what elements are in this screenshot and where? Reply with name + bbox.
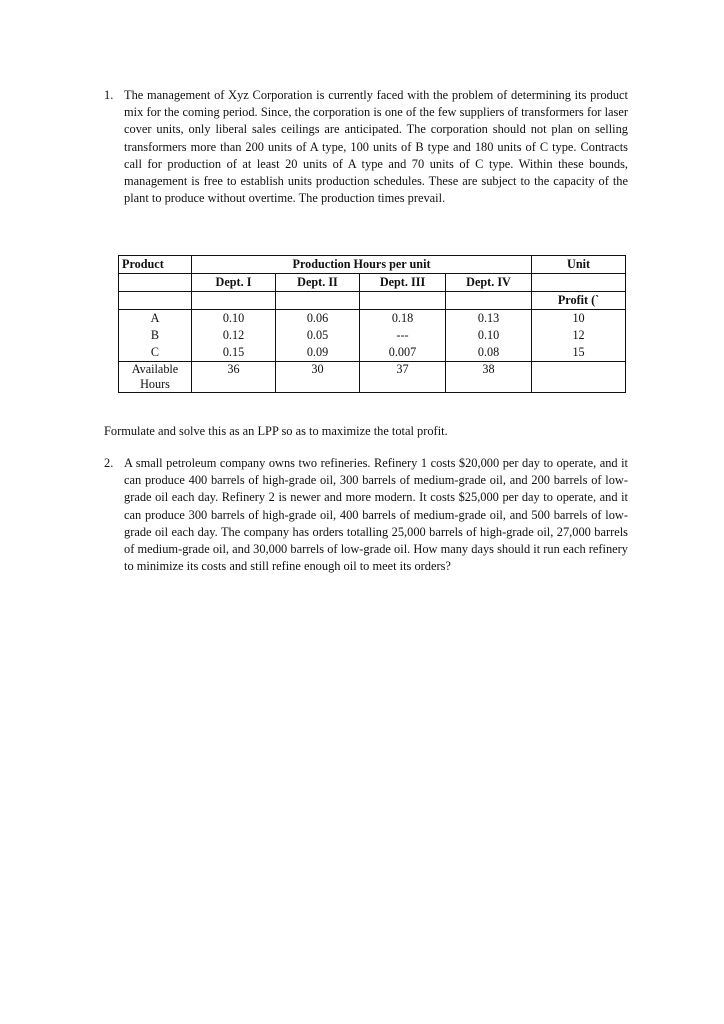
profit-value: 12 xyxy=(572,328,585,342)
hours-value: 0.15 xyxy=(222,345,245,359)
empty-cell xyxy=(532,274,626,292)
dept-header: Dept. II xyxy=(276,274,360,292)
profit-cell xyxy=(532,310,626,362)
problem-2 xyxy=(104,455,628,575)
available-value: 36 xyxy=(192,362,276,393)
available-label-line: Hours xyxy=(140,377,170,391)
hours-value: 0.05 xyxy=(306,328,329,342)
available-value: 30 xyxy=(276,362,360,393)
profit-value: 10 xyxy=(572,311,585,325)
available-hours-row xyxy=(119,362,626,393)
dept-header: Dept. III xyxy=(360,274,446,292)
problem-2-text: A small petroleum company owns two refineries. Refinery 1 costs $20,000 per day to operate, and it can produce 400 barrels of high-grade oil, 300 barrels of medium-grade oil, and 200 barrels of low-grade oil each day. Refinery 2 is newer and more modern. It costs $25,000 per day to operate, and it can produce 300 barrels of high-grade oil, 400 barrels of medium-grade oil, and 500 barrels of low-grade oil each day. The company has orders totalling 25,000 barrels of high-grade oil, 27,000 barrels of medium-grade oil, and 30,000 barrels of low-grade oil. How many days should it run each refinery to minimize its costs and still refine enough oil to meet its orders? xyxy=(124,456,628,574)
hours-value: 0.13 xyxy=(477,311,500,325)
profit-value: 15 xyxy=(572,345,585,359)
dept-3-cell xyxy=(360,310,446,362)
hours-value: 0.09 xyxy=(306,345,329,359)
empty-cell xyxy=(192,292,276,310)
profit-header: Profit (` xyxy=(532,292,626,310)
dept-2-cell xyxy=(276,310,360,362)
product-header: Product xyxy=(119,256,192,274)
empty-cell xyxy=(276,292,360,310)
dept-header: Dept. I xyxy=(192,274,276,292)
table-header-row xyxy=(119,256,626,274)
available-value: 38 xyxy=(446,362,532,393)
profit-header-row xyxy=(119,292,626,310)
empty-cell xyxy=(446,292,532,310)
product-cell xyxy=(119,310,192,362)
dept-4-cell xyxy=(446,310,532,362)
hours-value: 0.10 xyxy=(222,311,245,325)
dept-header: Dept. IV xyxy=(446,274,532,292)
available-label-line: Available xyxy=(131,362,179,376)
dept-1-cell xyxy=(192,310,276,362)
production-hours-table xyxy=(118,255,626,393)
product-name: B xyxy=(150,328,160,342)
hours-value: 0.10 xyxy=(477,328,500,342)
hours-value: --- xyxy=(396,328,409,342)
hours-header: Production Hours per unit xyxy=(192,256,532,274)
hours-value: 0.06 xyxy=(306,311,329,325)
dept-header-row xyxy=(119,274,626,292)
formulate-instruction: Formulate and solve this as an LPP so as to maximize the total profit. xyxy=(104,424,448,438)
hours-value: 0.12 xyxy=(222,328,245,342)
problem-2-number: 2. xyxy=(104,456,114,470)
product-name: A xyxy=(150,311,160,325)
hours-value: 0.007 xyxy=(388,345,417,359)
problem-1-text: The management of Xyz Corporation is currently faced with the problem of determining its product mix for the coming period. Since, the corporation is one of the few suppliers of transformers for laser cover units, only liberal sales ceilings are anticipated. The corporation should not plan on selling transformers more than 200 units of A type, 100 units of B type and 180 units of C type. Contracts call for production of at least 20 units of A type and 70 units of C type. Within these bounds, management is free to establish units production schedules. These are subject to the capacity of the plant to produce without overtime. The production times prevail. xyxy=(124,88,628,206)
hours-value: 0.08 xyxy=(477,345,500,359)
problem-1 xyxy=(104,87,628,207)
empty-cell xyxy=(119,274,192,292)
empty-cell xyxy=(360,292,446,310)
product-name: C xyxy=(150,345,160,359)
empty-cell xyxy=(532,362,626,393)
unit-header: Unit xyxy=(532,256,626,274)
available-value: 37 xyxy=(360,362,446,393)
hours-value: 0.18 xyxy=(391,311,414,325)
empty-cell xyxy=(119,292,192,310)
problem-1-number: 1. xyxy=(104,88,114,102)
table-row xyxy=(119,310,626,362)
available-label xyxy=(119,362,192,393)
